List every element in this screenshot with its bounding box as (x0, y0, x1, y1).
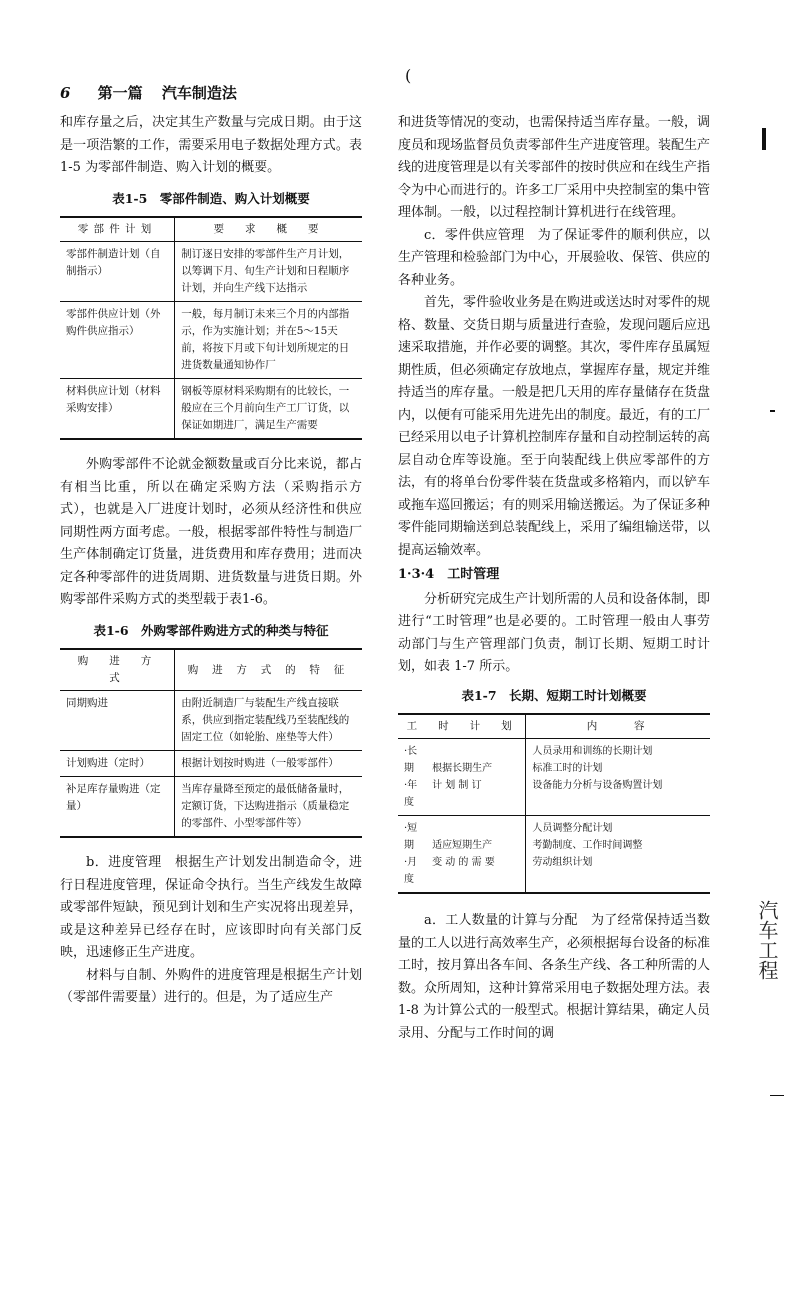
left-column (60, 112, 362, 1010)
table-row (398, 816, 710, 894)
table-cell: 零部件供应计划（外购件供应指示） (60, 302, 175, 379)
content-item: 人员录用和训练的长期计划 (532, 746, 653, 757)
table-cell: 根据计划按时购进（一般零部件） (175, 751, 362, 777)
table-row (60, 777, 362, 838)
content-item: 标准工时的计划 (532, 763, 603, 774)
table-row (60, 242, 362, 302)
top-mark: ( (405, 66, 412, 85)
chapter-title: 汽车制造法 (161, 84, 237, 102)
plan-basis: 变 动 的 需 要 (432, 857, 495, 868)
table-header: 零部件计划 (60, 217, 175, 242)
table-cell: 材料供应计划（材料采购安排） (60, 379, 175, 440)
table-cell: 零部件制造计划（自制指示） (60, 242, 175, 302)
table-row (60, 302, 362, 379)
table-cell: 计划购进（定时） (60, 751, 175, 777)
table-header: 要 求 概 要 (175, 217, 362, 242)
plan-basis: 根据长期生产 (432, 763, 493, 774)
table-caption: 表1-5 零部件制造、购入计划概要 (112, 190, 310, 206)
table-cell: 制订逐日安排的零部件生产月计划，以筹调下月、旬生产计划和日程顺序计划，并向生产线下达指示 (175, 242, 362, 302)
table-cell: 一般，每月制订未来三个月的内部指示，作为实施计划；并在5～15天前，将按下月或下旬计划所规定的日进货数量通知协作厂 (175, 302, 362, 379)
paragraph: 和进货等情况的变动，也需保持适当库存量。一般，调度员和现场监督员负责零部件生产进度管理。装配生产线的进度管理是以有关零部件的按时供应和在线生产指令为中心而进行的。许多工厂采用中央控制室的集中管理体制。一般，以过程控制计算机进行在线管理。 (398, 115, 711, 220)
scan-mark (770, 410, 775, 412)
table-header: 购 进 方 式 (60, 649, 175, 691)
content-item: 设备能力分析与设备购置计划 (532, 780, 663, 791)
table-1-5 (60, 216, 362, 440)
part-label: 第一篇 (97, 84, 143, 102)
table-cell: 由附近制造厂与装配生产线直接联系，供应到指定装配线乃至装配线的固定工位（如轮胎、座垫等大件） (175, 691, 362, 751)
section-heading: 1·3·4 工时管理 (398, 567, 500, 582)
table-caption: 表1-7 长期、短期工时计划概要 (461, 687, 647, 703)
paragraph: 外购零部件不论就金额数量或百分比来说，都占有相当比重，所以在确定采购方法（采购指示方式），也就是入厂进度计划时，必须从经济性和供应同期性两方面考虑。一般，根据零部件特性与制造厂生产体制确定订货量，进货费用和库存费用；进而决定各种零部件的进货周期、进货数量与进货日期。外购零部件采购方式的类型载于表1-6。 (60, 457, 362, 607)
paragraph: a．工人数量的计算与分配 为了经常保持适当数量的工人以进行高效率生产，必须根据每台设备的标准工时，按月算出各车间、各条生产线、各工种所需的人数。众所周知，这种计算常采用电子数据处理方法。表 1-8 为计算公式的一般型式。根据计算结果，确定人员录用、分配与工作时间的调 (398, 913, 711, 1041)
table-row (60, 691, 362, 751)
content-item: 人员调整分配计划 (532, 823, 613, 834)
table-header: 购 进 方 式 的 特 征 (175, 649, 362, 691)
plan-basis: 适应短期生产 (432, 840, 493, 851)
table-row (398, 739, 710, 816)
plan-basis: 计 划 制 订 (432, 780, 482, 791)
plan-term: ·长期 (404, 746, 418, 774)
plan-term: ·月度 (404, 857, 418, 885)
paragraph: 首先，零件验收业务是在购进或送达时对零件的规格、数量、交货日期与质量进行查验，发现问题后应迅速采取措施，并作必要的调整。其次，零件库存虽属短期性质，但必须确定存放地点，掌握库存量，规定并维持适当的库存量。一般是把几天用的库存量储存在货盘内，以便有可能采用先进先出的制度。最近，有的工厂已经采用以电子计算机控制库存量和自动控制运转的高层自动仓库等设施。至于向装配线上供应零部件的方法，有的将单台份零件装在货盘或多格箱内，而以铲车或拖车巡回搬运；有的则采用输送搬运。为了保证多种零件能同期输送到总装配线上，采用了编组输送带，以提高运输效率。 (398, 295, 711, 558)
content-item: 劳动组织计划 (532, 857, 593, 868)
table-header: 内 容 (526, 714, 710, 739)
plan-term: ·年度 (404, 780, 418, 808)
table-cell: 钢板等原材料采购期有的比较长，一般应在三个月前向生产工厂订货，以保证如期进厂，满足生产需要 (175, 379, 362, 440)
plan-term: ·短期 (404, 823, 418, 851)
table-header: 工 时 计 划 (398, 714, 526, 739)
scan-mark (770, 1095, 784, 1096)
table-1-7 (398, 713, 710, 894)
paragraph: b．进度管理 根据生产计划发出制造命令，进行日程进度管理，保证命令执行。当生产线发生故障或零部件短缺，预见到计划和生产实况将出现差异，或是这种差异已经存在时，应该即时向有关部门反映，迅速修正生产进度。 (60, 855, 362, 960)
paragraph: c．零件供应管理 为了保证零件的顺利供应，以生产管理和检验部门为中心，开展验收、保管、供应的各种业务。 (398, 227, 711, 288)
paragraph: 分析研究完成生产计划所需的人员和设备体制，即进行“工时管理”也是必要的。工时管理一般由人事劳动部门与生产管理部门负责，制订长期、短期工时计划，如表 1-7 所示。 (398, 591, 711, 674)
page-header (60, 82, 237, 103)
page-number: 6 (60, 84, 71, 102)
margin-text: 汽车工程 (755, 900, 779, 980)
right-column (398, 112, 710, 1045)
table-caption: 表1-6 外购零部件购进方式的种类与特征 (93, 622, 329, 638)
table-cell: 补足库存量购进（定量） (60, 777, 175, 838)
scan-mark (762, 128, 766, 150)
table-cell: 同期购进 (60, 691, 175, 751)
paragraph: 材料与自制、外购件的进度管理是根据生产计划（零部件需要量）进行的。但是，为了适应生产 (60, 967, 362, 1005)
table-row (60, 751, 362, 777)
table-row (60, 379, 362, 440)
table-1-6 (60, 648, 362, 838)
paragraph: 和库存量之后，决定其生产数量与完成日期。由于这是一项浩繁的工作，需要采用电子数据处理方式。表 1-5 为零部件制造、购入计划的概要。 (60, 115, 362, 175)
content-item: 考勤制度、工作时间调整 (532, 840, 643, 851)
table-cell: 当库存量降至预定的最低储备量时，定额订货，下达购进指示（质量稳定的零部件、小型零部件等） (175, 777, 362, 838)
